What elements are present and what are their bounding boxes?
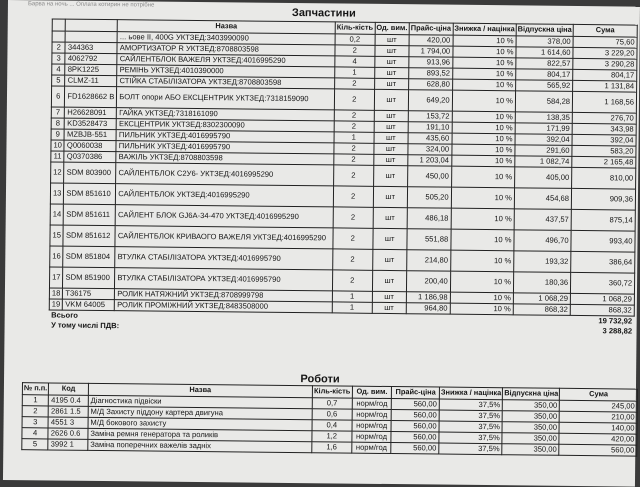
row-qty: 2 xyxy=(334,153,374,164)
row-unit: шт xyxy=(373,186,407,207)
row-name: БОЛТ опори АБО ЕКСЦЕНТРИК УКТЗЕД:7318159090 xyxy=(117,86,335,109)
row-qty: 2 xyxy=(334,88,374,109)
row-sell-price: 350,00 xyxy=(502,410,559,422)
row-name: ВТУЛКА СТАБІЛІЗАТОРА УКТЗЕД:4016995790 xyxy=(115,246,333,269)
row-qty: 2 xyxy=(333,227,373,248)
row-price: 964,80 xyxy=(406,302,450,313)
row-qty: 1,2 xyxy=(312,430,352,441)
row-index: 2 xyxy=(22,405,48,416)
row-discount: 10 % xyxy=(450,250,514,272)
row-sum: 420,00 xyxy=(559,433,637,445)
row-sum: 3 290,28 xyxy=(573,58,637,70)
row-unit: шт xyxy=(374,89,408,110)
row-index: 3 xyxy=(22,416,48,427)
row-discount: 10 % xyxy=(452,122,515,134)
row-unit: шт xyxy=(374,78,408,89)
row-discount: 10 % xyxy=(451,187,515,209)
row-discount: 10 % xyxy=(452,144,515,156)
row-sum: 2 165,48 xyxy=(572,156,636,168)
row-price: 560,00 xyxy=(392,409,440,420)
row-sell-price: 350,00 xyxy=(502,443,559,455)
row-sum: 3 229,20 xyxy=(573,47,637,59)
row-unit: шт xyxy=(372,249,406,270)
row-code: 344363 xyxy=(65,42,117,54)
row-unit: шт xyxy=(374,121,408,132)
works-title: Роботи xyxy=(300,373,340,386)
row-index: 4 xyxy=(52,63,66,74)
row-index: 9 xyxy=(51,128,65,139)
row-sell-price: 193,32 xyxy=(514,250,571,272)
row-qty: 0,6 xyxy=(312,408,352,419)
row-discount: 10 % xyxy=(453,46,516,58)
row-qty: 0,7 xyxy=(312,397,352,408)
stamp-text: Барва на ночь ... Оплата котирин не потрібне xyxy=(27,1,155,9)
row-qty: 1 xyxy=(332,301,372,312)
row-discount: 10 % xyxy=(451,229,515,251)
header-unit: Од. вим. xyxy=(375,22,409,34)
row-sum: 140,00 xyxy=(559,422,637,434)
row-index: 15 xyxy=(50,224,64,245)
row-name: ... ьове II, 400G УКТЗЕД:3403990090 xyxy=(117,31,335,44)
row-code xyxy=(66,31,118,43)
row-index: 11 xyxy=(51,150,65,161)
header-qty: Кіль-кість xyxy=(335,22,375,34)
row-qty: 0,2 xyxy=(335,33,375,44)
row-discount: 10 % xyxy=(451,208,515,230)
row-name: САЙЛЕНТБЛОК УКТЗЕД:4016995290 xyxy=(116,183,334,206)
row-discount: 10 % xyxy=(450,271,514,293)
row-name: Діагностика підвіски xyxy=(88,395,312,408)
row-qty: 1 xyxy=(332,290,372,301)
row-price: 200,40 xyxy=(406,270,450,291)
row-code: Q0370386 xyxy=(64,151,116,163)
row-sell-price: 405,00 xyxy=(515,166,572,188)
row-index: 5 xyxy=(52,74,66,85)
row-code: Q0060038 xyxy=(64,140,116,152)
row-name: М/Д бокового захисту xyxy=(88,417,312,430)
row-code: SDM 851610 xyxy=(64,183,116,205)
row-discount: 37,5% xyxy=(439,432,502,444)
row-qty: 2 xyxy=(333,185,373,206)
row-unit: шт xyxy=(375,45,409,56)
row-price: 649,20 xyxy=(408,89,452,110)
row-unit: шт xyxy=(374,110,408,121)
row-code: T36175 xyxy=(63,288,115,300)
row-code: SDM 803900 xyxy=(64,162,116,184)
row-sell-price: 822,57 xyxy=(516,57,573,69)
row-discount: 10 % xyxy=(452,79,515,91)
row-unit: шт xyxy=(372,270,406,291)
row-sum: 276,70 xyxy=(572,112,636,124)
row-name: ПИЛЬНИК УКТЗЕД:4016995790 xyxy=(116,140,334,153)
row-sum: 804,17 xyxy=(573,69,637,81)
parts-total-label: Всього xyxy=(51,310,78,320)
row-qty: 2 xyxy=(333,206,373,227)
row-unit: шт xyxy=(374,67,408,78)
row-qty: 0,4 xyxy=(312,419,352,430)
row-qty: 4 xyxy=(335,55,375,66)
row-index: 19 xyxy=(49,298,63,309)
row-unit: норм/год xyxy=(352,442,392,453)
row-code: 3992 1 xyxy=(48,438,88,449)
row-price: 214,80 xyxy=(406,249,450,270)
row-price: 893,52 xyxy=(408,67,452,78)
row-index: 12 xyxy=(51,161,65,182)
parts-title: Запчастини xyxy=(291,6,356,20)
row-code: SDM 851612 xyxy=(63,225,115,247)
row-unit: норм/год xyxy=(352,398,392,409)
row-qty: 1 xyxy=(334,66,374,77)
row-name: САЙЛЕНТБЛОК C2У6- УКТЗЕД:4016995290 xyxy=(116,162,334,185)
row-sell-price: 350,00 xyxy=(502,421,559,433)
row-sum: 993,40 xyxy=(571,230,635,252)
row-price: 486,18 xyxy=(407,207,451,228)
row-qty: 2 xyxy=(332,269,372,290)
row-sum: 343,98 xyxy=(572,123,636,135)
row-price: 435,60 xyxy=(408,132,452,143)
row-sum: 810,00 xyxy=(572,167,636,189)
row-code: 4551 3 xyxy=(48,416,88,427)
row-price: 420,00 xyxy=(409,34,453,45)
works-header-qty: Кіль-кість xyxy=(312,386,352,398)
row-code: 2861 1.5 xyxy=(48,405,88,416)
row-code: SDM 851900 xyxy=(63,267,115,289)
row-discount: 10 % xyxy=(452,133,515,145)
row-price: 153,72 xyxy=(408,110,452,121)
row-unit: шт xyxy=(374,154,408,165)
row-discount: 37,5% xyxy=(439,443,502,455)
row-code: MZBJB-551 xyxy=(64,129,116,141)
row-unit: шт xyxy=(373,207,407,228)
row-code: KD3528473 xyxy=(65,118,117,130)
row-index: 13 xyxy=(50,182,64,203)
row-name: М/Д Захисту піддону картера двигуна xyxy=(88,406,312,419)
row-price: 1 794,00 xyxy=(409,45,453,56)
row-sell-price: 1 614,60 xyxy=(516,46,573,58)
row-code: SDM 851804 xyxy=(63,246,115,268)
row-sell-price: 437,57 xyxy=(514,208,571,230)
row-index xyxy=(52,30,66,41)
invoice-paper xyxy=(3,0,640,487)
parts-vat-label: У тому числі ПДВ: xyxy=(51,320,120,331)
row-index: 3 xyxy=(52,52,66,63)
row-index: 17 xyxy=(49,266,63,287)
header-price: Прайс-ціна xyxy=(409,23,453,35)
row-discount: 10 % xyxy=(451,166,515,188)
works-table xyxy=(21,382,638,456)
row-index: 7 xyxy=(51,106,65,117)
row-sum: 386,64 xyxy=(571,251,635,273)
row-sell-price: 350,00 xyxy=(502,432,559,444)
row-qty: 2 xyxy=(334,77,374,88)
row-sum: 1 168,56 xyxy=(572,91,636,113)
row-name: САЙЛЕНТ БЛОК GJ6A-34-470 УКТЗЕД:4016995290 xyxy=(115,204,333,227)
header-sell-price: Відпускна ціна xyxy=(516,24,573,36)
row-sum: 1 131,84 xyxy=(573,80,637,92)
works-header-sum: Сума xyxy=(560,388,638,400)
row-unit: шт xyxy=(374,143,408,154)
row-price: 1 203,04 xyxy=(407,154,451,165)
row-sum: 875,14 xyxy=(571,209,635,231)
parts-vat-value: 3 288,82 xyxy=(602,326,633,336)
row-name: АМОРТИЗАТОР R УКТЗЕД:8708803598 xyxy=(117,42,335,55)
row-sum: 1 068,29 xyxy=(570,293,634,305)
row-price: 560,00 xyxy=(391,431,439,442)
row-sell-price: 392,04 xyxy=(515,133,572,145)
row-price: 628,80 xyxy=(408,78,452,89)
row-index: 10 xyxy=(51,139,65,150)
row-name: САЙЛЕНТБЛОК ВАЖЕЛЯ УКТЗЕД:4016995290 xyxy=(117,53,335,66)
row-sum: 75,60 xyxy=(573,36,637,48)
row-index: 1 xyxy=(22,394,48,405)
works-header-code: Код xyxy=(49,383,89,395)
row-sum: 360,72 xyxy=(571,272,635,294)
row-code: FD1628662 B xyxy=(65,86,117,108)
row-sell-price: 565,92 xyxy=(516,79,573,91)
row-name: СТІЙКА СТАБІЛІЗАТОРА УКТЗЕД:8708803598 xyxy=(117,75,335,88)
works-header-discount: Знижка / націнка xyxy=(439,387,502,399)
row-name: ВТУЛКА СТАБІЛІЗАТОРА УКТЗЕД:4016995790 xyxy=(115,267,333,290)
row-discount: 10 % xyxy=(452,90,516,112)
row-price: 560,00 xyxy=(391,442,439,453)
row-unit: шт xyxy=(375,34,409,45)
row-sell-price: 804,17 xyxy=(516,68,573,80)
row-name: ВАЖІЛЬ УКТЗЕД:8708803598 xyxy=(116,151,334,164)
row-index: 4 xyxy=(22,427,48,438)
row-sell-price: 378,00 xyxy=(516,35,573,47)
row-sell-price: 868,32 xyxy=(513,303,570,315)
row-name: Заміна ремня генератора та роликів xyxy=(88,428,312,441)
row-sell-price: 171,99 xyxy=(515,122,572,134)
row-index: 6 xyxy=(51,85,65,106)
row-index: 18 xyxy=(49,287,63,298)
row-name: ЕКСЦЕНТРИК УКТЗЕД:8302300090 xyxy=(116,118,334,131)
works-header-price: Прайс-ціна xyxy=(392,387,440,399)
row-sum: 909,36 xyxy=(571,188,635,210)
row-price: 551,88 xyxy=(407,228,451,249)
row-price: 191,10 xyxy=(408,121,452,132)
row-code: SDM 851611 xyxy=(64,204,116,226)
row-index: 8 xyxy=(51,117,65,128)
works-header-sell-price: Відпускна ціна xyxy=(503,388,560,400)
row-price: 560,00 xyxy=(392,398,440,409)
works-header-name: Назва xyxy=(88,383,312,397)
row-sum: 583,20 xyxy=(572,145,636,157)
row-code: 8PK1225 xyxy=(65,64,117,76)
row-index: 2 xyxy=(52,41,66,52)
row-discount: 10 % xyxy=(452,68,515,80)
row-unit: норм/год xyxy=(352,420,392,431)
row-sum: 210,00 xyxy=(560,411,638,423)
row-unit: шт xyxy=(372,291,406,302)
row-discount: 10 % xyxy=(451,155,514,167)
row-price: 560,00 xyxy=(391,420,439,431)
row-sell-price: 496,70 xyxy=(514,229,571,251)
row-sell-price: 138,35 xyxy=(515,111,572,123)
row-code: 2626 0.6 xyxy=(48,427,88,438)
row-unit: шт xyxy=(375,56,409,67)
row-price: 324,00 xyxy=(408,143,452,154)
row-qty: 2 xyxy=(335,44,375,55)
header-sum: Сума xyxy=(573,24,637,36)
row-name: РЕМІНЬ УКТЗЕД:4010390000 xyxy=(117,64,335,77)
row-name: Заміна поперечних важелів задніх xyxy=(88,439,312,452)
row-qty: 2 xyxy=(333,164,373,185)
parts-total-value: 19 732,92 xyxy=(598,316,633,326)
row-sell-price: 291,60 xyxy=(515,144,572,156)
row-index: 14 xyxy=(50,203,64,224)
row-discount: 37,5% xyxy=(439,399,502,411)
row-code: CLMZ-11 xyxy=(65,75,117,87)
row-sell-price: 584,28 xyxy=(515,90,572,112)
row-unit: шт xyxy=(373,228,407,249)
row-discount: 10 % xyxy=(453,57,516,69)
row-sell-price: 454,68 xyxy=(514,187,571,209)
row-sell-price: 1 082,74 xyxy=(515,155,572,167)
row-qty: 1,6 xyxy=(312,441,352,452)
works-header-index: № п.п. xyxy=(22,383,48,395)
row-price: 1 186,98 xyxy=(406,291,450,302)
row-sum: 868,32 xyxy=(570,304,634,316)
row-name: САЙЛЕНТБЛОК КРИВАОГО ВАЖЕЛЯ УКТЗЕД:4016995290 xyxy=(115,225,333,248)
row-discount: 37,5% xyxy=(439,410,502,422)
row-unit: шт xyxy=(372,302,406,313)
header-name: Назва xyxy=(118,20,336,34)
row-qty: 1 xyxy=(334,131,374,142)
row-unit: норм/год xyxy=(352,431,392,442)
row-name: ГАЙКА УКТЗЕД:7318161090 xyxy=(117,107,335,120)
row-discount: 10 % xyxy=(450,292,513,304)
row-price: 450,00 xyxy=(407,165,451,186)
row-discount: 10 % xyxy=(453,35,516,47)
row-qty: 2 xyxy=(334,120,374,131)
works-header-unit: Од. вим. xyxy=(352,386,392,398)
row-unit: шт xyxy=(373,165,407,186)
row-name: РОЛИК НАТЯЖНИЙ УКТЗЕД:8708999798 xyxy=(115,288,333,301)
row-code: H26628091 xyxy=(65,107,117,119)
row-price: 913,96 xyxy=(409,56,453,67)
row-sum: 245,00 xyxy=(560,400,638,412)
parts-table xyxy=(49,18,638,336)
row-sell-price: 180,36 xyxy=(513,271,570,293)
row-code: 4062792 xyxy=(65,53,117,65)
row-code: VKM 64005 xyxy=(63,299,115,311)
row-discount: 10 % xyxy=(450,303,513,315)
row-sum: 560,00 xyxy=(559,444,637,456)
row-price: 505,20 xyxy=(407,186,451,207)
row-sell-price: 350,00 xyxy=(503,399,560,411)
row-discount: 37,5% xyxy=(439,421,502,433)
row-index: 5 xyxy=(22,438,48,449)
row-sum: 392,04 xyxy=(572,134,636,146)
row-name: РОЛИК ПРОМІЖНИЙ УКТЗЕД:8483508000 xyxy=(115,299,333,312)
row-qty: 2 xyxy=(334,142,374,153)
row-unit: шт xyxy=(374,132,408,143)
row-code: 4195 0.4 xyxy=(49,394,89,405)
row-index: 16 xyxy=(50,245,64,266)
header-discount: Знижка / націнка xyxy=(453,23,516,35)
row-qty: 2 xyxy=(334,109,374,120)
row-discount: 10 % xyxy=(452,111,515,123)
row-sell-price: 1 068,29 xyxy=(513,292,570,304)
row-name: ПИЛЬНИК УКТЗЕД:4016995790 xyxy=(116,129,334,142)
row-unit: норм/год xyxy=(352,409,392,420)
row-qty: 2 xyxy=(332,248,372,269)
